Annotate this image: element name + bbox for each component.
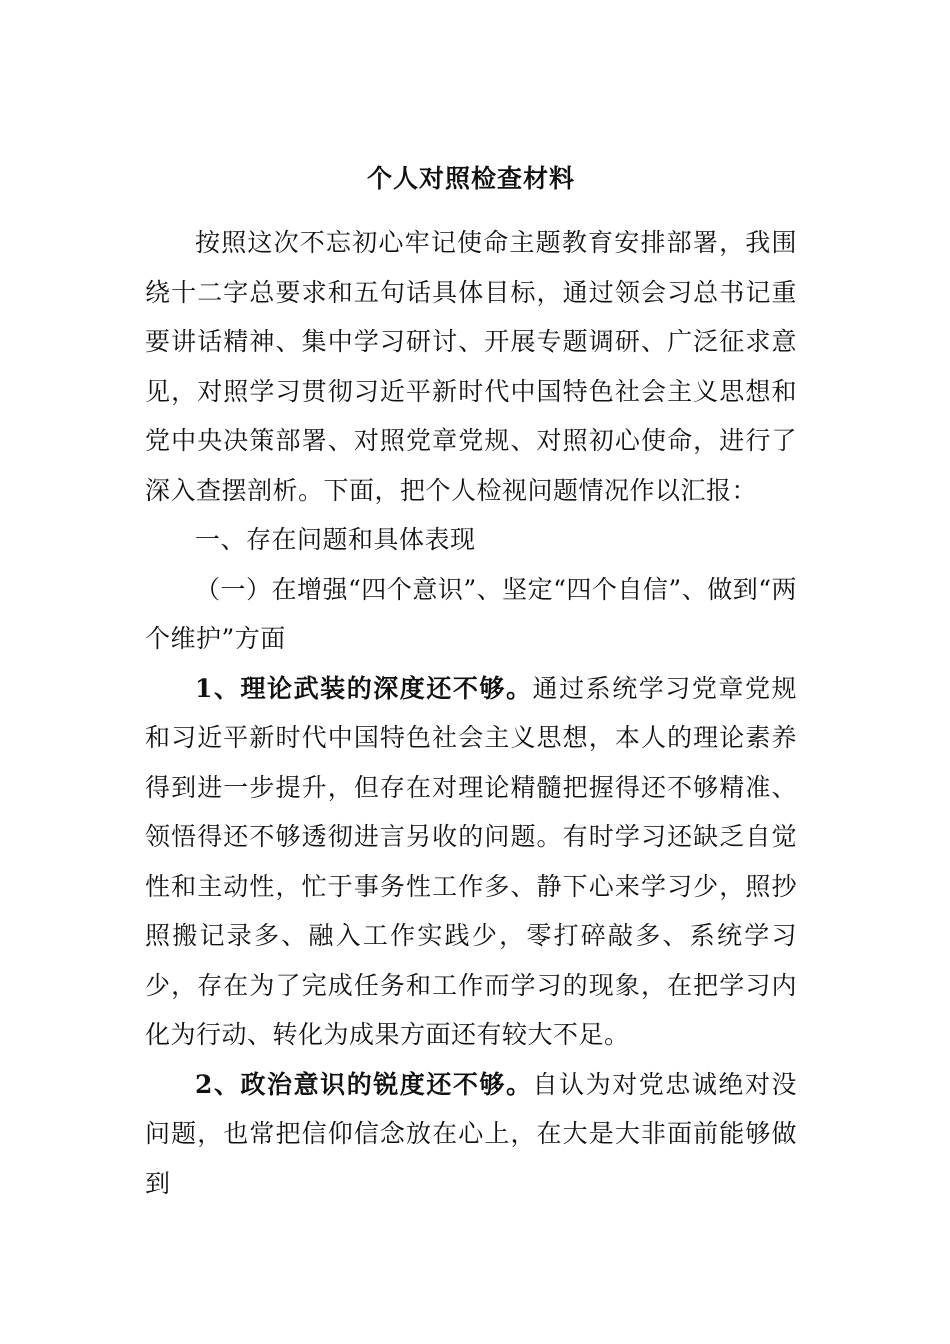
document-title: 个人对照检查材料 <box>366 164 575 193</box>
item-text-1: 通过系统学习党章党规和习近平新时代中国特色社会主义思想，本人的理论素养得到进一步提升，但存在对理论精髓把握得还不够精准、领悟得还不够透彻进言另收的问题。有时学习还缺乏自觉性和主动性，忙于事务性工作多、静下心来学习少，照抄照搬记录多、融入工作实践少，零打碎敲多、系统学习少，存在为了完成任务和工作而学习的现象，在把学习内化为行动、转化为成果方面还有较大不足。 <box>145 673 797 1049</box>
item-text-2: 自认为对党忠诚绝对没问题，也常把信仰信念放在心上，在大是大非面前能够做到 <box>145 1069 797 1198</box>
document-body <box>145 150 797 1208</box>
subsection-heading: （一）在增强“四个意识”、坚定“四个自信”、做到“两个维护”方面 <box>145 574 797 653</box>
item-lead-2: 2、政治意识的锐度还不够。 <box>195 1069 533 1099</box>
intro-paragraph: 按照这次不忘初心牢记使命主题教育安排部署，我围绕十二字总要求和五句话具体目标，通过领会习总书记重要讲话精神、集中学习研讨、开展专题调研、广泛征求意见，对照学习贯彻习近平新时代中国特色社会主义思想和党中央决策部署、对照党章党规、对照初心使命，进行了深入查摆剖析。下面，把个人检视问题情况作以汇报： <box>145 228 797 505</box>
item-lead-1: 1、理论武装的深度还不够。 <box>195 673 533 703</box>
section-heading: 一、存在问题和具体表现 <box>195 525 476 554</box>
item-paragraph-2 <box>145 1060 797 1209</box>
item-paragraph-1 <box>145 664 797 1060</box>
